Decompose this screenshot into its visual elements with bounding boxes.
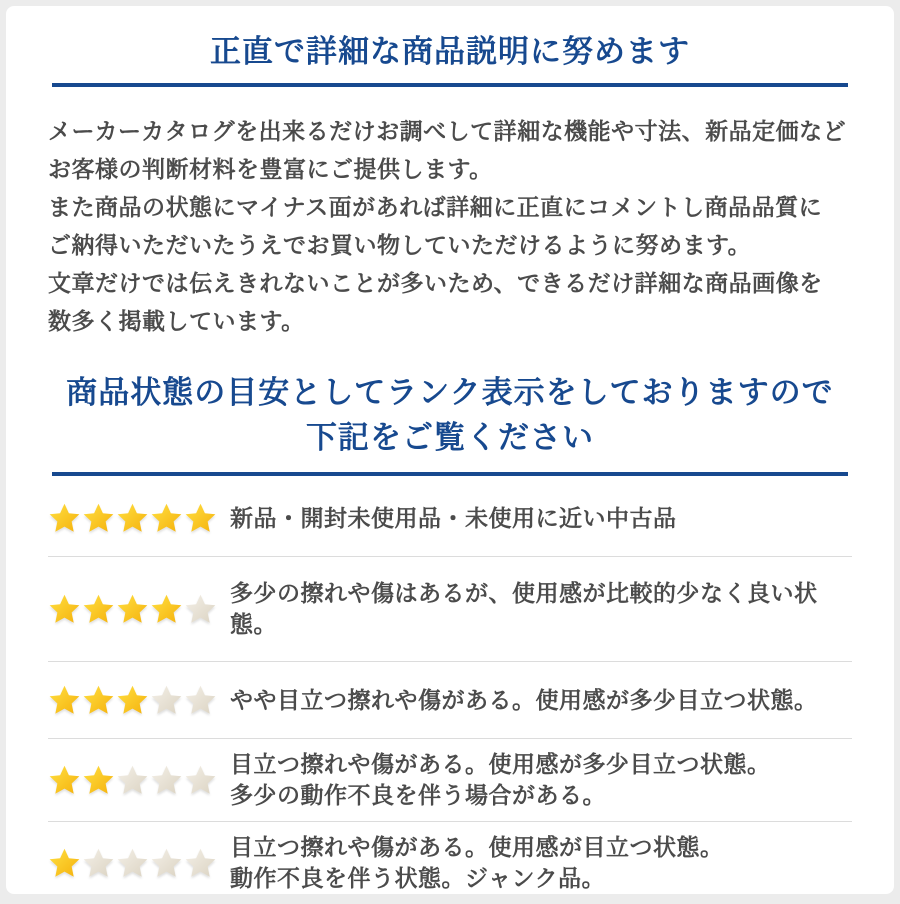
rank-description-line: 目立つ擦れや傷がある。使用感が多少目立つ状態。	[230, 749, 771, 780]
rank-description	[230, 503, 677, 534]
rank-description	[230, 578, 852, 640]
intro-paragraph-line: お客様の判断材料を豊富にご提供します。	[48, 150, 852, 188]
star-empty-icon	[184, 763, 217, 797]
rank-description	[230, 685, 818, 716]
intro-paragraph-line: また商品の状態にマイナス面があれば詳細に正直にコメントし商品品質に	[48, 188, 852, 226]
star-empty-icon	[82, 846, 115, 880]
rank-description-line: 新品・開封未使用品・未使用に近い中古品	[230, 503, 677, 534]
rank-title-underline	[52, 472, 848, 476]
star-filled-icon	[82, 763, 115, 797]
star-filled-icon	[82, 501, 115, 535]
rank-description-line: 多少の擦れや傷はあるが、使用感が比較的少なく良い状態。	[230, 578, 852, 640]
star-filled-icon	[184, 501, 217, 535]
rank-row	[48, 480, 852, 557]
rank-row	[48, 557, 852, 662]
star-rating	[48, 763, 216, 797]
intro-paragraph-line: メーカーカタログを出来るだけお調べして詳細な機能や寸法、新品定価など	[48, 112, 852, 150]
star-filled-icon	[48, 592, 81, 626]
star-filled-icon	[48, 683, 81, 717]
rank-list	[48, 480, 852, 904]
star-empty-icon	[116, 763, 149, 797]
content-card	[6, 6, 894, 894]
rank-description-line: 目立つ擦れや傷がある。使用感が目立つ状態。	[230, 832, 724, 863]
star-empty-icon	[150, 846, 183, 880]
star-filled-icon	[150, 592, 183, 626]
intro-paragraph-line: 文章だけでは伝えきれないことが多いため、できるだけ詳細な商品画像を	[48, 264, 852, 302]
star-rating	[48, 846, 216, 880]
star-filled-icon	[48, 501, 81, 535]
rank-description	[230, 749, 771, 811]
star-filled-icon	[116, 592, 149, 626]
rank-row	[48, 739, 852, 822]
rank-description	[230, 832, 724, 894]
star-rating	[48, 683, 216, 717]
intro-paragraph-line: ご納得いただいたうえでお買い物していただけるように努めます。	[48, 226, 852, 264]
rank-title-line2: 下記をご覧ください	[306, 420, 594, 455]
page-title: 正直で詳細な商品説明に努めます	[48, 34, 852, 70]
star-filled-icon	[116, 501, 149, 535]
star-empty-icon	[150, 763, 183, 797]
star-filled-icon	[116, 683, 149, 717]
rank-row	[48, 662, 852, 739]
star-rating	[48, 501, 216, 535]
star-empty-icon	[116, 846, 149, 880]
star-empty-icon	[184, 683, 217, 717]
rank-section-title	[48, 370, 852, 460]
star-filled-icon	[48, 763, 81, 797]
rank-description-line: 多少の動作不良を伴う場合がある。	[230, 780, 771, 811]
rank-description-line: 動作不良を伴う状態。ジャンク品。	[230, 863, 724, 894]
star-filled-icon	[150, 501, 183, 535]
star-filled-icon	[82, 683, 115, 717]
star-empty-icon	[150, 683, 183, 717]
rank-row	[48, 822, 852, 904]
intro-paragraph-line: 数多く掲載しています。	[48, 302, 852, 340]
star-filled-icon	[82, 592, 115, 626]
rank-title-line1: 商品状態の目安としてランク表示をしておりますので	[66, 375, 833, 410]
intro-paragraph	[48, 112, 852, 340]
star-filled-icon	[48, 846, 81, 880]
rank-description-line: やや目立つ擦れや傷がある。使用感が多少目立つ状態。	[230, 685, 818, 716]
star-empty-icon	[184, 846, 217, 880]
star-empty-icon	[184, 592, 217, 626]
star-rating	[48, 592, 216, 626]
title-underline	[52, 83, 848, 87]
